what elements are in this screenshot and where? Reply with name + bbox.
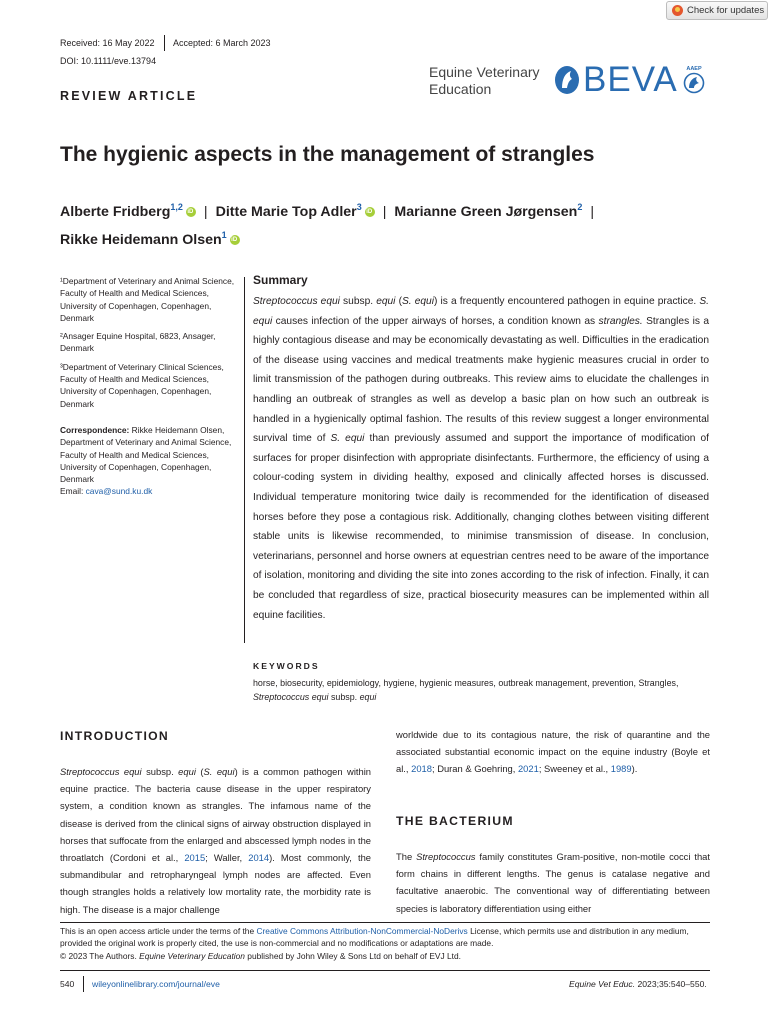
text-run: ; Waller,	[205, 852, 249, 864]
author-name[interactable]: Rikke Heidemann Olsen	[60, 232, 222, 248]
correspondence-text: Rikke Heidemann Olsen, Department of Veterinary and Animal Science, Faculty of Health and Medical Sciences, University of Copenhagen, Copenhagen, Denmark	[60, 424, 232, 485]
author-affil-sup[interactable]: 2	[577, 202, 583, 212]
bacterium-heading: THE BACTERIUM	[396, 814, 514, 828]
author-affil-sup[interactable]: 1,2	[170, 202, 183, 212]
crossmark-icon	[672, 5, 683, 16]
italic-text: Streptococcus equi	[253, 296, 340, 307]
horse-head-icon	[553, 64, 581, 96]
italic-text: S. equi	[203, 766, 235, 777]
article-title: The hygienic aspects in the management of strangles	[60, 143, 595, 166]
text-run: 2023;35:540–550.	[635, 979, 707, 989]
correspondence	[60, 424, 240, 498]
keywords-heading: KEYWORDS	[253, 661, 320, 671]
italic-text: Equine Veterinary Education	[139, 950, 245, 961]
text-run: ). Most commonly, the submandibular and retropharyngeal lymph nodes are affected. Even though strangles holds a relatively low mortality rate, the morbidity rate is high. The disease is a major challenge	[60, 852, 371, 915]
received-date: Received: 16 May 2022	[60, 38, 155, 48]
meta-divider	[164, 35, 165, 51]
check-for-updates-label: Check for updates	[687, 5, 765, 16]
copyright-text	[60, 950, 710, 962]
introduction-continued-text	[396, 726, 710, 778]
text-run: than previously assumed and support the importance of modification of surfaces for proper disinfection with appropriate disinfectants. Furthermore, the efficiency of using a colour-coding system in dividing healthy, exposed and clinically affected horses is discussed. Individual temperature monitoring twice daily is recommended for the identification of diseased horses before they pose a contagious risk. Additionally, changing clothes between visiting different stable units is likewise recommended, to minimise transmission of disease. In conclusion, veterinarians, personnel and horse owners at equestrian centres need to be aware of the importance of isolation, monitoring and dividing the site into zones according to the risk of infection. Finally, it can be concluded that regardless of size, practical biosecurity measures can be implemented within all equine facilities.	[253, 433, 709, 621]
text-run: Strangles is a highly contagious disease and may be economically devastating as well. Difficulties in the eradication of the disease using vaccines and medical treatments make hygienic measures crucial in order to limit transmission of the pathogen during outbreaks. This review aims to elucidate the challenges in handling an outbreak of strangles as well as develop a basic plan on how such an outbreak is handled in a hygienically optimal fashion. The results of this review suggest a longer environmental survival time of	[253, 315, 709, 445]
author-separator: |	[590, 204, 595, 220]
italic-text: S. equi	[401, 296, 434, 307]
license-block	[60, 925, 710, 962]
journal-name-line2: Education	[429, 81, 492, 97]
text-run: (	[395, 296, 402, 307]
keywords-text	[253, 676, 709, 704]
email-link[interactable]: cava@sund.ku.dk	[85, 486, 153, 497]
page-number: 540	[60, 979, 75, 989]
accepted-date: Accepted: 6 March 2023	[173, 38, 271, 48]
citation-link[interactable]: 2018	[411, 763, 432, 775]
text-run: License, which permits use and distribution in any medium, provided the original work is properly cited, the use is non-commercial and no modifications or adaptations are made.	[60, 926, 689, 949]
introduction-text	[60, 763, 371, 918]
beva-logo-text: BEVA	[583, 60, 678, 99]
citation	[569, 979, 707, 989]
text-run: causes infection of the upper airways of horses, a condition known as	[272, 315, 599, 327]
text-run: ; Sweeney et al.,	[538, 763, 611, 775]
affiliations	[60, 275, 240, 504]
citation-link[interactable]: 1989	[610, 763, 632, 775]
italic-text: Streptococcus	[416, 851, 476, 862]
italic-text: equi	[178, 766, 196, 777]
author-separator: |	[382, 204, 387, 220]
article-type: REVIEW ARTICLE	[60, 89, 198, 103]
journal-name-line1: Equine Veterinary	[429, 64, 540, 80]
license-text	[60, 925, 710, 950]
text-run: published by John Wiley & Sons Ltd on behalf of EVJ Ltd.	[244, 950, 461, 961]
text-run: (	[195, 766, 204, 777]
author-name[interactable]: Marianne Green Jørgensen	[394, 204, 578, 220]
citation-link[interactable]: Creative Commons Attribution-NonCommercial-NoDerivs	[256, 926, 468, 936]
text-run: subsp.	[141, 766, 179, 777]
citation-link[interactable]: 2015	[184, 852, 206, 864]
doi[interactable]: DOI: 10.1111/eve.13794	[60, 56, 157, 66]
affiliation-item: ²Ansager Equine Hospital, 6823, Ansager, Denmark	[60, 331, 216, 354]
text-run: horse, biosecurity, epidemiology, hygiene, hygienic measures, outbreak management, prevention, Strangles,	[253, 678, 679, 688]
text-run: worldwide due to its contagious nature, the risk of quarantine and the associated substantial economic impact on the equine industry (Boyle et al.,	[396, 729, 710, 775]
citation-link[interactable]: 2014	[248, 852, 270, 864]
footer-rule	[60, 970, 710, 971]
italic-text: equi	[359, 692, 377, 702]
author-separator: |	[203, 204, 208, 220]
italic-text: equi	[376, 296, 396, 307]
text-run: This is an open access article under the terms of the	[60, 926, 257, 936]
author-affil-sup[interactable]: 3	[356, 202, 362, 212]
italic-text: S. equi	[330, 433, 365, 445]
check-for-updates-button[interactable]	[666, 1, 768, 20]
text-run: ) is a frequently encountered pathogen in equine practice.	[433, 296, 700, 307]
summary-heading: Summary	[253, 273, 308, 287]
orcid-icon[interactable]	[365, 207, 375, 217]
text-run: ) is a common pathogen within equine practice. The bacteria cause disease in the upper respiratory system, a condition known as strangles. The infamous name of the disease is derived from the clinical signs of airway obstruction displayed in horses that suffocate from the enlarged and abscessed lymph nodes in the throatlatch (Cordoni et al.,	[60, 766, 372, 864]
italic-text: Streptococcus equi	[253, 692, 329, 702]
text-run: The	[396, 851, 417, 862]
introduction-heading: INTRODUCTION	[60, 729, 170, 743]
summary-text	[253, 292, 709, 625]
email-label: Email:	[60, 486, 86, 497]
journal-url-link[interactable]: wileyonlinelibrary.com/journal/eve	[92, 979, 220, 989]
italic-text: Streptococcus equi	[60, 766, 142, 777]
author-affil-sup[interactable]: 1	[221, 230, 227, 240]
author-list	[60, 196, 700, 252]
orcid-icon[interactable]	[230, 235, 240, 245]
summary-divider	[244, 277, 245, 643]
text-run: subsp.	[328, 692, 360, 702]
bacterium-text	[396, 848, 710, 917]
author-name[interactable]: Alberte Fridberg	[60, 204, 171, 220]
affiliation-item: ³Department of Veterinary Clinical Sciences, Faculty of Health and Medical Sciences, University of Copenhagen, Copenhagen, Denmark	[60, 361, 224, 409]
footer-divider	[83, 976, 84, 992]
aaep-horse-icon	[682, 72, 706, 94]
text-run: © 2023 The Authors.	[60, 950, 140, 961]
italic-text: S. equi	[253, 296, 709, 327]
italic-text: Equine Vet Educ.	[569, 979, 636, 989]
text-run: subsp.	[339, 296, 377, 307]
aaep-badge	[682, 66, 706, 96]
author-name[interactable]: Ditte Marie Top Adler	[215, 204, 357, 220]
journal-name	[429, 64, 540, 98]
orcid-icon[interactable]	[186, 207, 196, 217]
correspondence-label: Correspondence:	[60, 424, 130, 435]
italic-text: strangles.	[598, 315, 643, 327]
aaep-badge-text: AAEP	[686, 66, 702, 72]
license-rule	[60, 922, 710, 923]
text-run: ).	[631, 763, 638, 775]
text-run: ; Duran & Goehring,	[431, 763, 518, 775]
text-run: family constitutes Gram-positive, non-motile cocci that form chains in different lengths. The genus is catalase negative and facultative anaerobic. The conventional way of differentiating between species is laboratory differentiation using either	[396, 851, 710, 914]
affiliation-item: ¹Department of Veterinary and Animal Science, Faculty of Health and Medical Sciences, University of Copenhagen, Copenhagen, Denmark	[60, 276, 235, 323]
citation-link[interactable]: 2021	[517, 763, 539, 775]
